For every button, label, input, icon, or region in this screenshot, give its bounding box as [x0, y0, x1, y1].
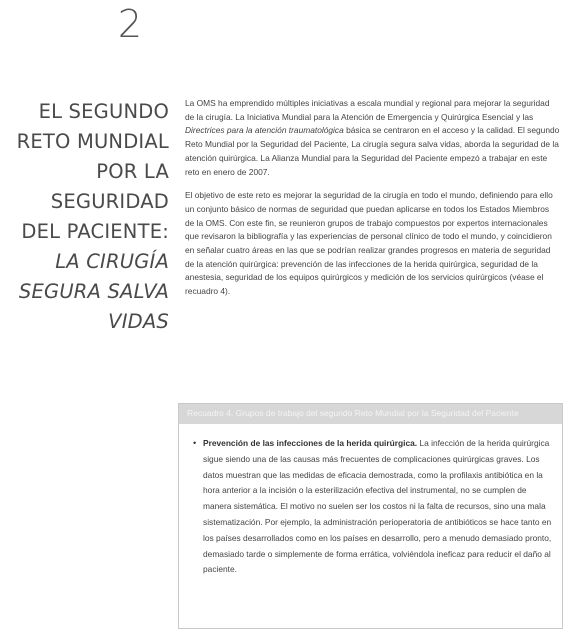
paragraph-intro-italic: Directrices para la atención traumatológica	[185, 125, 344, 136]
heading-line: RETO MUNDIAL	[16, 130, 169, 153]
chapter-number: 2	[117, 2, 143, 46]
box-body	[179, 424, 562, 578]
body-text	[185, 97, 560, 309]
heading-line: EL SEGUNDO	[38, 100, 169, 123]
list-item-title: Prevención de las infecciones de la herida quirúrgica.	[203, 438, 418, 448]
list-item-text	[203, 436, 554, 578]
heading-line: DEL PACIENTE:	[21, 220, 169, 243]
bullet-icon: •	[193, 438, 197, 448]
sidebar-box	[178, 403, 563, 629]
paragraph-objective: El objetivo de este reto es mejorar la seguridad de la cirugía en todo el mundo, definiendo para ello un conjunto básico de normas de seguridad que puedan aplicarse en todos los Estados Miembros de la OMS. Con este fin, se reunieron grupos de trabajo compuestos por expertos internacionales que revisaron la bibliografía y las experiencias de personal clínico de todo el mundo, y coincidieron en señalar cuatro áreas en las que se podrían realizar grandes progresos en materia de seguridad de la atención quirúrgica: prevención de las infecciones de la herida quirúrgica, seguridad de la anestesia, seguridad de los equipos quirúrgicos y medición de los servicios quirúrgicos (véase el recuadro 4).	[185, 190, 553, 297]
box-header: Recuadro 4. Grupos de trabajo del segundo Reto Mundial por la Seguridad del Paciente	[179, 404, 562, 424]
heading-subtitle-line: VIDAS	[108, 310, 169, 333]
paragraph-intro-part1: La OMS ha emprendido múltiples iniciativas a escala mundial y regional para mejorar la seguridad de la cirugía. La Iniciativa Mundial para la Atención de Emergencia y Quirúrgica Esencial y las	[185, 98, 550, 122]
list-item	[193, 436, 554, 578]
list-item-body: La infección de la herida quirúrgica sigue siendo una de las causas más frecuentes de complicaciones quirúrgicas graves. Los datos muestran que las medidas de eficacia demostrada, como la profilaxis antibiótica en la hora anterior a la incisión o la esterilización efectiva del instrumental, no se cumplen de manera sistemática. El motivo no suelen ser los costos ni la falta de recursos, sino una mala sistematización. Por ejemplo, la administración perioperatoria de antibióticos se hace tanto en los países desarrollados como en los países en desarrollo, pero a menudo demasiado pronto, demasiado tarde o simplemente de forma errática, volviéndola ineficaz para reducir el daño al paciente.	[203, 438, 552, 575]
paragraph-intro-part2: básica se centraron en el acceso y la calidad. El segundo Reto Mundial por la Seguridad del Paciente, La cirugía segura salva vidas, aborda la seguridad de la atención quirúrgica. La Alianza Mundial para la Seguridad del Paciente empezó a trabajar en este reto en enero de 2007.	[185, 125, 560, 177]
section-heading	[17, 97, 169, 337]
heading-line: POR LA	[96, 160, 169, 183]
heading-subtitle-line: LA CIRUGÍA	[55, 250, 169, 273]
paragraph-intro	[185, 97, 560, 179]
heading-subtitle-line: SEGURA SALVA	[18, 280, 169, 303]
heading-line: SEGURIDAD	[50, 190, 169, 213]
